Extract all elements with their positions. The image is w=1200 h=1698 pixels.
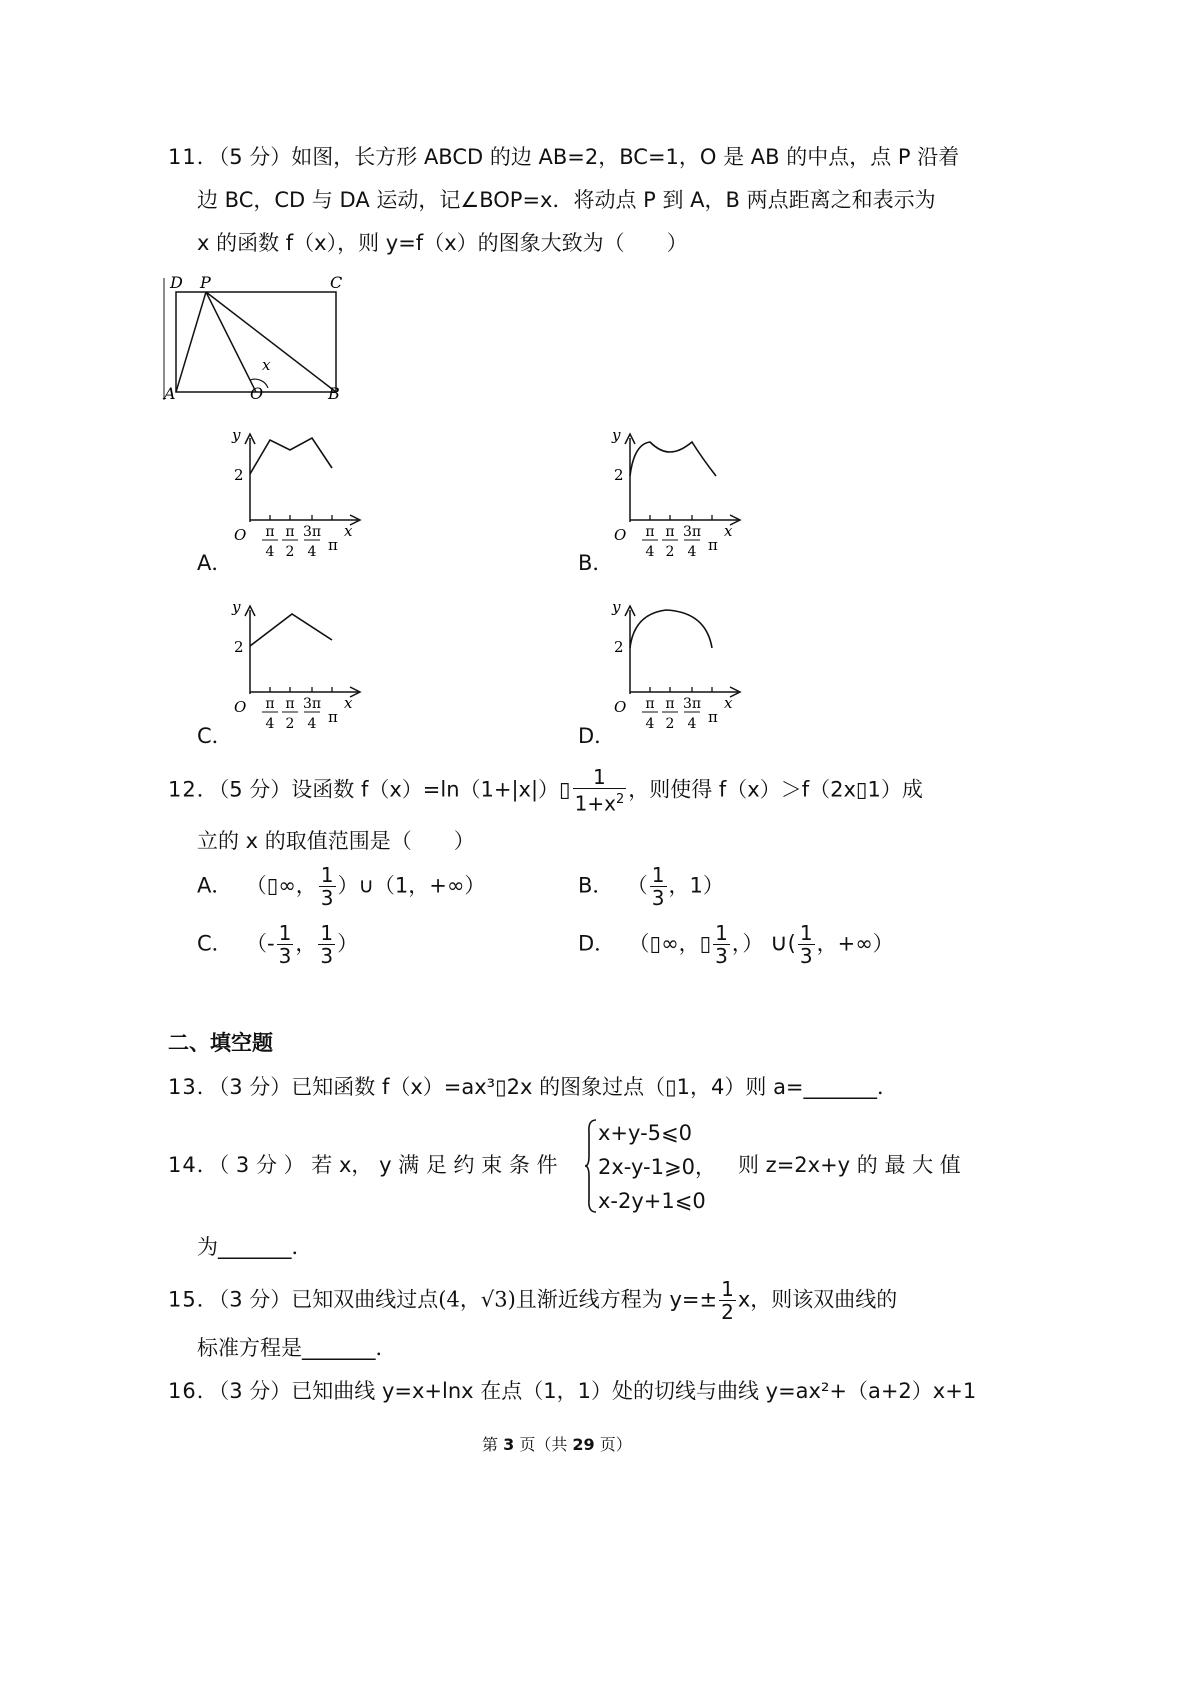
q11-graph-c <box>228 596 378 740</box>
tick-label-num: 3π <box>682 696 702 712</box>
tick-label-den: 2 <box>285 716 295 732</box>
tick-label-den: 4 <box>265 544 275 560</box>
tick-label-den: 4 <box>687 716 697 732</box>
q11-line1: 11．（5 分）如图，长方形 ABCD 的边 AB=2，BC=1，O 是 AB 的中点，点 P 沿着 <box>168 145 960 169</box>
tick-label-num: π <box>265 524 275 540</box>
label-P: P <box>200 273 211 292</box>
tick-label-num: π <box>665 524 675 540</box>
q14-line1: 14．（ 3 分 ） 若 x， y 满 足 约 束 条 件 <box>168 1153 558 1177</box>
constraint-2: 2x-y-1⩾0， <box>598 1155 716 1179</box>
label-C: C <box>330 273 343 292</box>
q12-option-b: B． （ $\frac{1}{3}$ ，1） <box>578 863 724 910</box>
section-title: 二、填空题 <box>168 1031 273 1055</box>
q12-option-d: D． （▯∞，▯ $\frac{1}{3}$ ，） ∪( $\frac{1}{3}$ ，+∞） <box>578 921 894 968</box>
tick-label-num: π <box>285 696 295 712</box>
q12-option-c: C． （- $\frac{1}{3}$ ， $\frac{1}{3}$ ） <box>197 921 359 968</box>
tick-label-den: 4 <box>645 544 655 560</box>
q15-line2: 标准方程是_______． <box>197 1336 397 1360</box>
constraint-1: x+y-5⩽0 <box>598 1121 692 1145</box>
origin-label: O <box>614 698 627 716</box>
origin-label: O <box>614 526 627 544</box>
tick-label-den: 2 <box>285 544 295 560</box>
tick-label-num: π <box>645 524 655 540</box>
origin-label: O <box>234 698 247 716</box>
y-axis-label: y <box>612 598 621 616</box>
tick-label-den: 4 <box>265 716 275 732</box>
tick-label-den: 4 <box>687 544 697 560</box>
x-axis-label: x <box>724 694 733 712</box>
q11-graph-b <box>608 424 758 568</box>
tick-label-den: 4 <box>307 716 317 732</box>
x-axis-label: x <box>344 694 353 712</box>
q12-fraction: $\frac{1}{1+x^2}$ <box>574 765 625 816</box>
y-axis-label: y <box>232 598 241 616</box>
q12-option-a: A． （▯∞， $\frac{1}{3}$ ）∪（1，+∞） <box>197 863 486 910</box>
function-curve <box>630 610 712 648</box>
q11-option-b-label: B． <box>578 551 614 575</box>
tick-label-pi: π <box>328 708 338 726</box>
x-axis-label: x <box>344 522 353 540</box>
label-B: B <box>328 384 340 403</box>
x-axis-label: x <box>724 522 733 540</box>
missing-glyph: ▯ <box>559 777 571 802</box>
q12-line2: 立的 x 的取值范围是（ ） <box>197 829 475 853</box>
q11-option-d-label: D． <box>578 724 616 748</box>
tick-label-num: 3π <box>302 524 322 540</box>
q14-line1-tail: 则 z=2x+y 的 最 大 值 <box>738 1153 961 1177</box>
q16-line1: 16．（3 分）已知曲线 y=x+lnx 在点（1，1）处的切线与曲线 y=ax²+（a+2）x+1 <box>168 1379 977 1403</box>
page-footer: 第 3 页（共 29 页） <box>482 1435 632 1454</box>
tick-label-num: π <box>265 696 275 712</box>
tick-label-den: 4 <box>307 544 317 560</box>
rectangle-figure <box>160 272 350 404</box>
q11-option-c-label: C． <box>197 724 233 748</box>
tick-label-pi: π <box>328 536 338 554</box>
tick-label-pi: π <box>708 536 718 554</box>
tick-label-num: 3π <box>682 524 702 540</box>
constraint-system <box>598 1116 716 1218</box>
tick-label-den: 2 <box>665 544 675 560</box>
q13-line: 13．（3 分）已知函数 f（x）=ax³▯2x 的图象过点（▯1，4）则 a=_______． <box>168 1075 899 1099</box>
function-curve <box>250 614 332 646</box>
tick-label-num: π <box>645 696 655 712</box>
q11-graph-d <box>608 596 758 740</box>
y-axis-label: y <box>232 426 241 444</box>
label-D: D <box>170 273 183 292</box>
y-tick-2: 2 <box>234 466 244 484</box>
q15-line1: 15．（3 分）已知双曲线过点(4，√3)且渐近线方程为 y=± $\frac{1}{2}$ x，则该双曲线的 <box>168 1277 898 1324</box>
tick-label-num: π <box>665 696 675 712</box>
y-axis-label: y <box>612 426 621 444</box>
q11-option-a-label: A． <box>197 551 233 575</box>
q14-line2: 为_______． <box>197 1235 313 1259</box>
system-brace <box>584 1118 598 1214</box>
label-O: O <box>250 384 264 403</box>
y-tick-2: 2 <box>614 466 624 484</box>
origin-label: O <box>234 526 247 544</box>
constraint-3: x-2y+1⩽0 <box>598 1189 706 1213</box>
tick-label-num: 3π <box>302 696 322 712</box>
function-curve <box>630 442 716 476</box>
q11-line2: 边 BC，CD 与 DA 运动，记∠BOP=x．将动点 P 到 A，B 两点距离之和表示为 <box>197 188 936 212</box>
tick-label-den: 2 <box>665 716 675 732</box>
q11-graph-a <box>228 424 378 568</box>
y-tick-2: 2 <box>614 638 624 656</box>
function-curve <box>250 438 332 474</box>
q11-line3: x 的函数 f（x），则 y=f（x）的图象大致为（ ） <box>197 231 688 255</box>
q12-line1: 12．（5 分）设函数 f（x）=ln（1+|x|）▯ $\frac{1}{1+x^2}$ ，则使得 f（x）＞f（2x▯1）成 <box>168 765 923 816</box>
tick-label-num: π <box>285 524 295 540</box>
y-tick-2: 2 <box>234 638 244 656</box>
label-A: A <box>164 384 176 403</box>
tick-label-pi: π <box>708 708 718 726</box>
label-x: x <box>262 356 271 374</box>
tick-label-den: 4 <box>645 716 655 732</box>
